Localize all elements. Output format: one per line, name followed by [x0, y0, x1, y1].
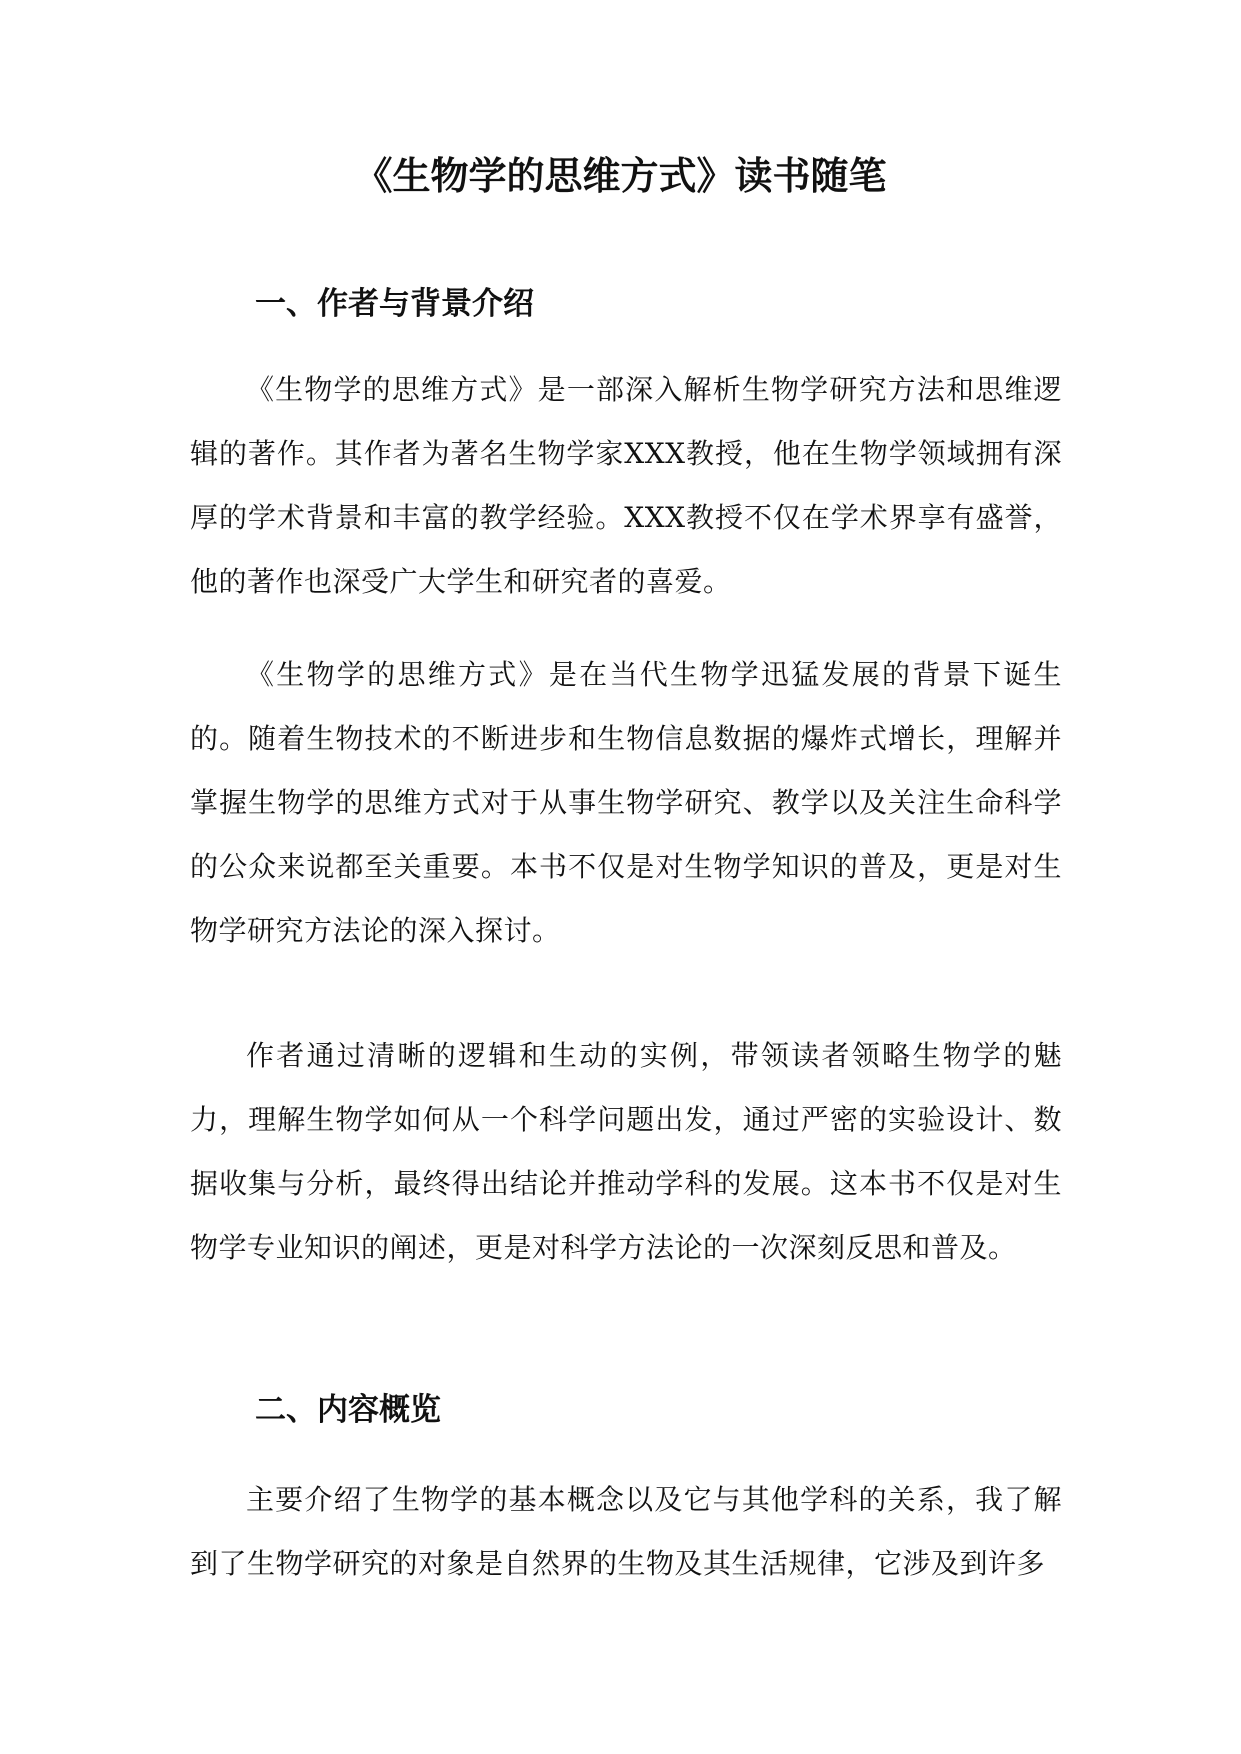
paragraph-book-approach: 作者通过清晰的逻辑和生动的实例，带领读者领略生物学的魅力，理解生物学如何从一个科学问题出发，通过严密的实验设计、数据收集与分析，最终得出结论并推动学科的发展。这本书不仅是对生物学专业知识的阐述，更是对科学方法论的一次深刻反思和普及。	[190, 1039, 1062, 1264]
section-heading-author-background: 一、作者与背景介绍	[255, 286, 534, 322]
paragraph-content-overview: 主要介绍了生物学的基本概念以及它与其他学科的关系，我了解到了生物学研究的对象是自然界的生物及其生活规律，它涉及到许多	[190, 1483, 1062, 1580]
document-title: 《生物学的思维方式》读书随笔	[354, 154, 887, 198]
paragraph-author-intro: 《生物学的思维方式》是一部深入解析生物学研究方法和思维逻辑的著作。其作者为著名生物学家XXX教授，他在生物学领域拥有深厚的学术背景和丰富的教学经验。XXX教授不仅在学术界享有盛誉，他的著作也深受广大学生和研究者的喜爱。	[190, 373, 1062, 598]
paragraph-book-background: 《生物学的思维方式》是在当代生物学迅猛发展的背景下诞生的。随着生物技术的不断进步和生物信息数据的爆炸式增长，理解并掌握生物学的思维方式对于从事生物学研究、教学以及关注生命科学的公众来说都至关重要。本书不仅是对生物学知识的普及，更是对生物学研究方法论的深入探讨。	[190, 658, 1062, 947]
section-heading-content-overview: 二、内容概览	[255, 1392, 441, 1428]
